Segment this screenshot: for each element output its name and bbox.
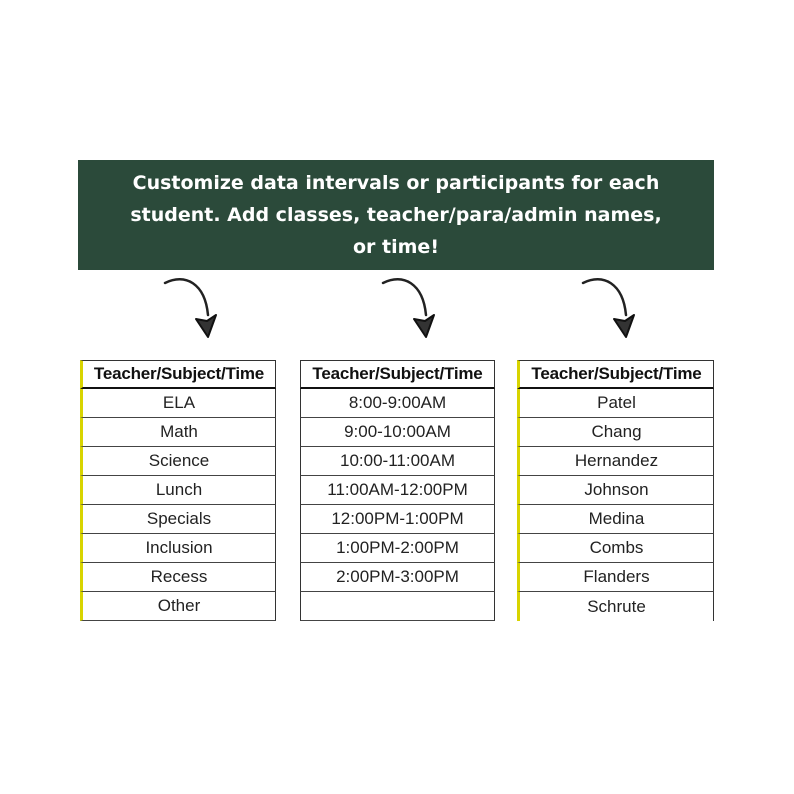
table-cell[interactable]: Flanders	[517, 563, 714, 592]
table-cell[interactable]: Schrute	[517, 592, 714, 621]
table-cell[interactable]: 1:00PM-2:00PM	[300, 534, 495, 563]
table-cell[interactable]: 11:00AM-12:00PM	[300, 476, 495, 505]
curved-arrow-icon	[578, 275, 648, 345]
table-cell[interactable]: Medina	[517, 505, 714, 534]
instruction-banner	[78, 160, 714, 270]
curved-arrow-icon	[378, 275, 448, 345]
table-cell[interactable]: Inclusion	[80, 534, 276, 563]
table-cell[interactable]: Combs	[517, 534, 714, 563]
curved-arrow-icon	[160, 275, 230, 345]
table-cell[interactable]: ELA	[80, 389, 276, 418]
table-cell[interactable]: Recess	[80, 563, 276, 592]
subject-table	[80, 360, 276, 621]
table-cell[interactable]: Johnson	[517, 476, 714, 505]
table-cell[interactable]: Lunch	[80, 476, 276, 505]
table-header[interactable]: Teacher/Subject/Time	[300, 360, 495, 389]
table-header[interactable]: Teacher/Subject/Time	[517, 360, 714, 389]
table-header[interactable]: Teacher/Subject/Time	[80, 360, 276, 389]
table-cell[interactable]	[300, 592, 495, 621]
table-cell[interactable]: Science	[80, 447, 276, 476]
table-cell[interactable]: 2:00PM-3:00PM	[300, 563, 495, 592]
table-cell[interactable]: Other	[80, 592, 276, 621]
table-cell[interactable]: 10:00-11:00AM	[300, 447, 495, 476]
table-cell[interactable]: 12:00PM-1:00PM	[300, 505, 495, 534]
table-cell[interactable]: 9:00-10:00AM	[300, 418, 495, 447]
banner-text: Customize data intervals or participants for each student. Add classes, teacher/para/admin names, or time!	[130, 172, 662, 258]
table-cell[interactable]: 8:00-9:00AM	[300, 389, 495, 418]
time-table	[300, 360, 495, 621]
table-cell[interactable]: Chang	[517, 418, 714, 447]
teacher-table	[517, 360, 714, 621]
table-cell[interactable]: Math	[80, 418, 276, 447]
table-cell[interactable]: Specials	[80, 505, 276, 534]
table-cell[interactable]: Patel	[517, 389, 714, 418]
table-cell[interactable]: Hernandez	[517, 447, 714, 476]
